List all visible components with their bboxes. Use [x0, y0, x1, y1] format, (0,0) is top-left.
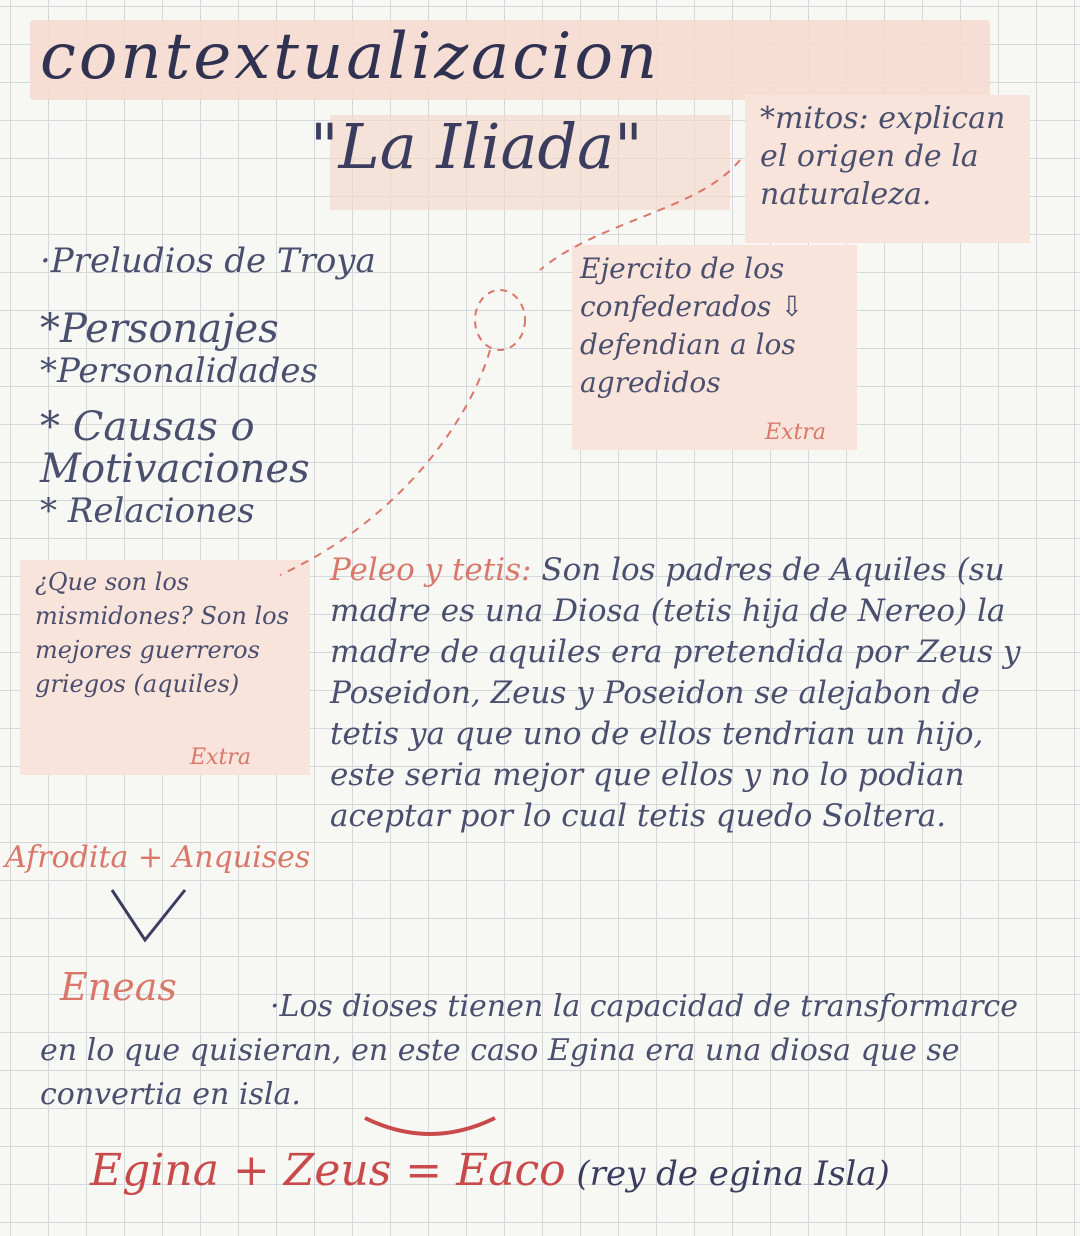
topic-item: *Personajes	[40, 306, 279, 352]
mirmidones-extra-tag: Extra	[190, 745, 251, 770]
genealogy-parents: Afrodita + Anquises	[5, 840, 311, 875]
peleo-body: Son los padres de Aquiles (su madre es una Diosa (tetis hija de Nereo) la madre de aquiles era pretendida por Zeus y Poseidon, Zeus y Poseidon se alejabon de tetis ya que uno de ellos tendrian un hijo, este seria mejor que ellos y no lo podian aceptar por lo cual tetis quedo Soltera.	[330, 552, 1021, 834]
subtitle: "La Iliada"	[310, 110, 643, 183]
topic-item: *Personalidades	[40, 351, 318, 391]
ejercito-note: Ejercito de los confederados ⇩ defendian a los agredidos	[580, 252, 804, 399]
equation-lhs: Egina + Zeus = Eaco	[90, 1145, 566, 1196]
dashed-connector	[280, 350, 490, 575]
genealogy-arrow	[112, 890, 185, 940]
diosa-underline	[365, 1118, 495, 1134]
topic-item: ·Preludios de Troya	[40, 241, 376, 281]
topic-item: * Relaciones	[40, 491, 255, 531]
page-title: contextualizacion	[40, 20, 661, 94]
topic-item: * Causas o Motivaciones	[40, 404, 310, 492]
peleo-lead: Peleo y tetis:	[330, 552, 532, 588]
dashed-loop	[475, 290, 525, 350]
mitos-note: *mitos: explican el origen de la naturaleza.	[760, 101, 1006, 212]
genealogy-child: Eneas	[60, 965, 177, 1009]
ejercito-extra-tag: Extra	[765, 420, 826, 445]
dioses-paragraph: ·Los dioses tienen la capacidad de transformarce en lo que quisieran, en este caso Egina era una diosa que se convertia en isla.	[40, 989, 1018, 1112]
equation-rest: (rey de egina Isla)	[565, 1154, 890, 1194]
mirmidones-note: ¿Que son los mismidones? Son los mejores guerreros griegos (aquiles)	[35, 568, 289, 698]
dashed-connector	[540, 160, 740, 270]
